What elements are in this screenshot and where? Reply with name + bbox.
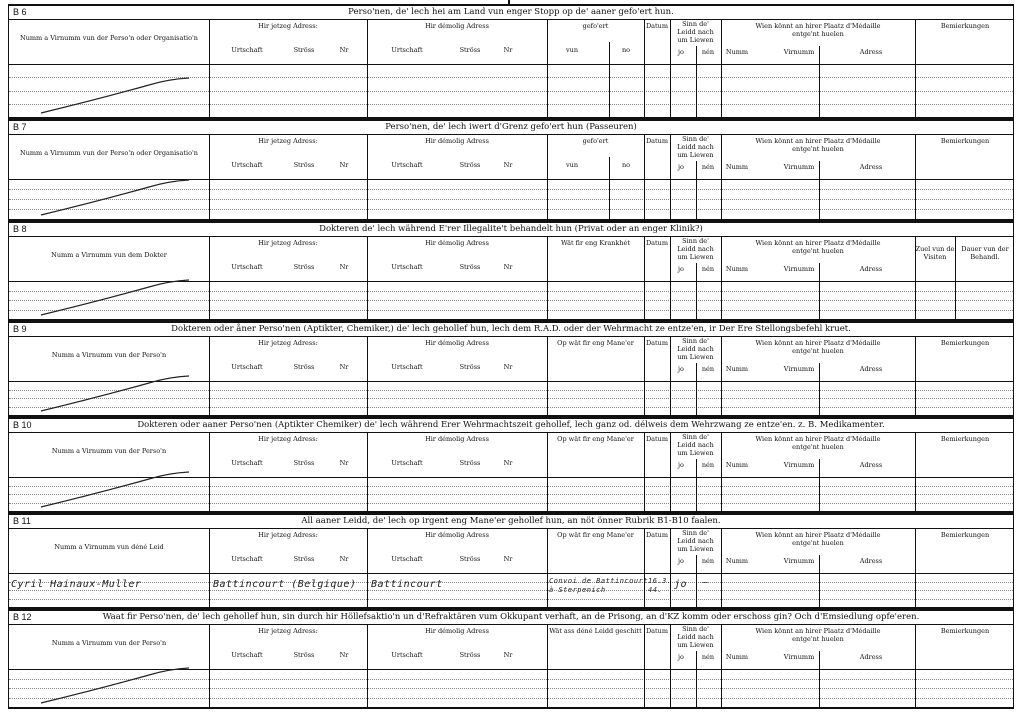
ortschaft-label: Urtschaft bbox=[231, 555, 263, 563]
medal-header-l1: Wien könnt an hirer Plaatz d'Médaille bbox=[755, 239, 881, 247]
column-divider bbox=[644, 624, 645, 707]
column-divider bbox=[209, 624, 210, 707]
stross-label: Ströss bbox=[459, 651, 481, 659]
alive-header-l1: Sinn de' bbox=[682, 237, 709, 245]
medal-adress-label: Adress bbox=[859, 163, 883, 171]
datum-header: Datum bbox=[645, 239, 669, 247]
alive-header-l1: Sinn de' bbox=[682, 433, 709, 441]
medal-divider bbox=[819, 363, 820, 415]
ortschaft-label: Urtschaft bbox=[391, 651, 423, 659]
from-to-divider bbox=[609, 157, 610, 219]
medal-adress-label: Adress bbox=[859, 265, 883, 273]
ortschaft-label: Urtschaft bbox=[391, 263, 423, 271]
nen-label: nén bbox=[701, 557, 715, 565]
col3-header: Wät ass déné Leidd geschitt bbox=[549, 627, 642, 635]
column-divider bbox=[367, 134, 368, 219]
section-header bbox=[9, 6, 1013, 20]
column-divider bbox=[915, 336, 916, 415]
medal-divider bbox=[819, 46, 820, 117]
jo-nen-divider bbox=[696, 46, 697, 117]
strike-stroke-path bbox=[41, 376, 189, 411]
name-column-header: Numm a Virnumm vun der Perso'n bbox=[51, 639, 167, 647]
stross-label: Ströss bbox=[459, 263, 481, 271]
datum-header: Datum bbox=[645, 339, 669, 347]
nen-label: nén bbox=[701, 163, 715, 171]
medal-adress-label: Adress bbox=[859, 48, 883, 56]
medal-numm-label: Numm bbox=[725, 557, 749, 565]
column-divider bbox=[644, 134, 645, 219]
alive-header-l2: Leidd nach bbox=[677, 537, 714, 545]
medal-divider bbox=[819, 161, 820, 219]
medal-header-l2: entge'nt huelen bbox=[792, 30, 844, 38]
stross-label: Ströss bbox=[459, 459, 481, 467]
column-divider bbox=[209, 236, 210, 319]
jo-nen-divider bbox=[696, 459, 697, 511]
column-divider bbox=[547, 528, 548, 607]
column-divider bbox=[915, 624, 916, 707]
stross-label: Ströss bbox=[293, 651, 315, 659]
column-divider bbox=[367, 624, 368, 707]
nr-label: Nr bbox=[339, 651, 349, 659]
strike-stroke bbox=[39, 179, 199, 219]
medal-adress-label: Adress bbox=[859, 461, 883, 469]
alive-header-l2: Leidd nach bbox=[677, 345, 714, 353]
column-divider bbox=[367, 236, 368, 319]
column-divider bbox=[644, 336, 645, 415]
former-address-header: Hir démolig Adress bbox=[425, 339, 489, 347]
section-title: Dokteren oder åner Perso'nen (Aptikter, Chemiker,) de' lech gehollef hun, lech dem R.A.D. oder der Wehrmacht ze entze'en, ir Der Ere Stellongsbefehl kruet. bbox=[171, 324, 851, 334]
column-divider bbox=[209, 528, 210, 607]
nr-label: Nr bbox=[339, 459, 349, 467]
section-b7 bbox=[8, 119, 1014, 221]
ortschaft-label: Urtschaft bbox=[231, 161, 263, 169]
column-divider bbox=[367, 19, 368, 117]
handwritten-date-l1: 16.3. bbox=[648, 577, 672, 585]
nr-label: Nr bbox=[339, 46, 349, 54]
ortschaft-label: Urtschaft bbox=[391, 363, 423, 371]
former-address-header: Hir démolig Adress bbox=[425, 137, 489, 145]
jo-nen-divider bbox=[696, 263, 697, 319]
nr-label: Nr bbox=[339, 263, 349, 271]
alive-header-l3: um Liewen bbox=[677, 449, 714, 457]
column-divider bbox=[547, 432, 548, 511]
ortschaft-label: Urtschaft bbox=[231, 459, 263, 467]
col3-header: Op wät fir eng Mane'er bbox=[557, 531, 634, 539]
remarks-header: Bemierkungen bbox=[940, 531, 990, 539]
from-label: vun bbox=[565, 46, 579, 54]
strike-stroke bbox=[39, 77, 199, 117]
medal-adress-label: Adress bbox=[859, 653, 883, 661]
nen-label: nén bbox=[701, 265, 715, 273]
from-label: vun bbox=[565, 161, 579, 169]
medal-virnumm-label: Virnumm bbox=[783, 265, 815, 273]
medal-virnumm-label: Virnumm bbox=[783, 557, 815, 565]
section-code: B 6 bbox=[13, 7, 27, 17]
name-column-header: Numm a Virnumm vun der Perso'n oder Organisatio'n bbox=[20, 149, 198, 157]
section-b8 bbox=[8, 221, 1014, 321]
strike-stroke bbox=[39, 279, 199, 319]
medal-virnumm-label: Virnumm bbox=[783, 48, 815, 56]
current-address-header: Hir jetzeg Adress: bbox=[258, 339, 318, 347]
ortschaft-label: Urtschaft bbox=[231, 46, 263, 54]
medal-header-l1: Wien könnt an hirer Plaatz d'Médaille bbox=[755, 435, 881, 443]
former-address-header: Hir démolig Adress bbox=[425, 627, 489, 635]
medal-header-l1: Wien könnt an hirer Plaatz d'Médaille bbox=[755, 627, 881, 635]
column-divider bbox=[644, 19, 645, 117]
datum-header: Datum bbox=[645, 531, 669, 539]
duration-header: Dauer vun der Behandl. bbox=[961, 245, 1009, 261]
strike-stroke-path bbox=[41, 180, 189, 215]
jo-label: jo bbox=[678, 163, 684, 171]
column-divider bbox=[915, 528, 916, 607]
medal-header-l1: Wien könnt an hirer Plaatz d'Médaille bbox=[755, 22, 881, 30]
col3-header: gefo'ert bbox=[582, 22, 609, 30]
col3-header: Wät fir eng Krankhét bbox=[560, 239, 631, 247]
medal-divider bbox=[819, 263, 820, 319]
strike-stroke bbox=[39, 667, 199, 707]
remarks-header: Bemierkungen bbox=[940, 627, 990, 635]
alive-header-l1: Sinn de' bbox=[682, 20, 709, 28]
medal-header-l2: entge'nt huelen bbox=[792, 539, 844, 547]
alive-header-l1: Sinn de' bbox=[682, 337, 709, 345]
column-divider bbox=[209, 19, 210, 117]
stross-label: Ströss bbox=[293, 555, 315, 563]
column-divider bbox=[367, 432, 368, 511]
nr-label: Nr bbox=[503, 459, 513, 467]
current-address-header: Hir jetzeg Adress: bbox=[258, 435, 318, 443]
stross-label: Ströss bbox=[459, 555, 481, 563]
section-b10 bbox=[8, 417, 1014, 513]
column-divider bbox=[915, 432, 916, 511]
datum-header: Datum bbox=[645, 435, 669, 443]
medal-header-l1: Wien könnt an hirer Plaatz d'Médaille bbox=[755, 339, 881, 347]
nr-label: Nr bbox=[503, 555, 513, 563]
nr-label: Nr bbox=[339, 555, 349, 563]
column-divider bbox=[547, 236, 548, 319]
current-address-header: Hir jetzeg Adress: bbox=[258, 531, 318, 539]
name-column-header: Numm a Virnumm vun der Perso'n bbox=[51, 447, 167, 455]
medal-header-l2: entge'nt huelen bbox=[792, 635, 844, 643]
handwritten-current-ortschaft: Battincourt (Belgique) bbox=[213, 579, 357, 590]
stross-label: Ströss bbox=[293, 459, 315, 467]
section-b6 bbox=[8, 4, 1014, 119]
alive-header-l3: um Liewen bbox=[677, 641, 714, 649]
medal-header-l2: entge'nt huelen bbox=[792, 145, 844, 153]
nr-label: Nr bbox=[503, 161, 513, 169]
section-title: Waat fir Perso'nen, de' lech gehollef hun, sin durch hir Höllefsaktio'n un d'Refraktären vum Okkupant verhaft, an de Prisong, an d'KZ komm oder erschoss gin? Och d'Emsiedlung opfe'eren. bbox=[102, 612, 920, 622]
handwritten-name: Cyril Hainaux-Muller bbox=[11, 579, 142, 590]
alive-header-l2: Leidd nach bbox=[677, 28, 714, 36]
nen-label: nén bbox=[701, 653, 715, 661]
medal-virnumm-label: Virnumm bbox=[783, 461, 815, 469]
handwritten-date-l2: 44. bbox=[648, 586, 663, 594]
medal-adress-label: Adress bbox=[859, 365, 883, 373]
former-address-header: Hir démolig Adress bbox=[425, 435, 489, 443]
current-address-header: Hir jetzeg Adress: bbox=[258, 627, 318, 635]
datum-header: Datum bbox=[645, 627, 669, 635]
ortschaft-label: Urtschaft bbox=[231, 263, 263, 271]
jo-label: jo bbox=[678, 48, 684, 56]
current-address-header: Hir jetzeg Adress: bbox=[258, 239, 318, 247]
jo-nen-divider bbox=[696, 555, 697, 607]
entry-row-line bbox=[9, 582, 1013, 583]
to-label: no bbox=[621, 46, 631, 54]
col3-header: gefo'ert bbox=[582, 137, 609, 145]
jo-label: jo bbox=[678, 557, 684, 565]
section-header bbox=[9, 611, 1013, 625]
alive-header-l3: um Liewen bbox=[677, 151, 714, 159]
jo-label: jo bbox=[678, 365, 684, 373]
medal-virnumm-label: Virnumm bbox=[783, 163, 815, 171]
section-title: Perso'nen, de' lech iwert d'Grenz gefo'ert hun (Passeuren) bbox=[385, 122, 637, 132]
section-header bbox=[9, 419, 1013, 433]
ortschaft-label: Urtschaft bbox=[391, 555, 423, 563]
entry-row-line bbox=[9, 599, 1013, 600]
column-divider bbox=[547, 134, 548, 219]
jo-nen-divider bbox=[696, 363, 697, 415]
nr-label: Nr bbox=[503, 46, 513, 54]
jo-label: jo bbox=[678, 653, 684, 661]
remarks-header: Bemierkungen bbox=[940, 137, 990, 145]
medal-numm-label: Numm bbox=[725, 48, 749, 56]
nr-label: Nr bbox=[503, 363, 513, 371]
alive-header-l2: Leidd nach bbox=[677, 441, 714, 449]
entry-row-line bbox=[9, 590, 1013, 591]
jo-nen-divider bbox=[696, 651, 697, 707]
medal-header-l2: entge'nt huelen bbox=[792, 347, 844, 355]
visits-header: Zuel vun de Visiten bbox=[915, 245, 955, 261]
col3-header: Op wät fir eng Mane'er bbox=[557, 435, 634, 443]
ortschaft-label: Urtschaft bbox=[391, 46, 423, 54]
section-b9 bbox=[8, 321, 1014, 417]
medal-numm-label: Numm bbox=[725, 461, 749, 469]
alive-header-l1: Sinn de' bbox=[682, 529, 709, 537]
name-column-header: Numm a Virnumm vun der Perso'n bbox=[51, 351, 167, 359]
section-title: Perso'nen, de' lech hei am Land vun enger Stopp op de' aaner gefo'ert hun. bbox=[348, 7, 674, 17]
section-code: B 9 bbox=[13, 324, 27, 334]
column-divider bbox=[547, 19, 548, 117]
stross-label: Ströss bbox=[459, 46, 481, 54]
column-divider bbox=[547, 624, 548, 707]
alive-header-l2: Leidd nach bbox=[677, 245, 714, 253]
medal-numm-label: Numm bbox=[725, 265, 749, 273]
alive-header-l3: um Liewen bbox=[677, 545, 714, 553]
former-address-header: Hir démolig Adress bbox=[425, 239, 489, 247]
section-header bbox=[9, 223, 1013, 237]
column-divider bbox=[915, 134, 916, 219]
stross-label: Ströss bbox=[293, 263, 315, 271]
medal-numm-label: Numm bbox=[725, 653, 749, 661]
datum-header: Datum bbox=[645, 22, 669, 30]
to-label: no bbox=[621, 161, 631, 169]
stross-label: Ströss bbox=[293, 161, 315, 169]
column-divider bbox=[644, 432, 645, 511]
medal-header-l1: Wien könnt an hirer Plaatz d'Médaille bbox=[755, 531, 881, 539]
column-header-bottom bbox=[9, 64, 1013, 65]
handwritten-alive-no: – bbox=[702, 577, 709, 588]
column-divider bbox=[209, 432, 210, 511]
handwritten-alive-yes: jo bbox=[674, 579, 688, 590]
name-column-header: Numm a Virnumm vun dem Dokter bbox=[51, 251, 167, 259]
section-code: B 8 bbox=[13, 224, 27, 234]
section-header bbox=[9, 121, 1013, 135]
medal-header-l2: entge'nt huelen bbox=[792, 443, 844, 451]
strike-stroke bbox=[39, 375, 199, 415]
section-title: Dokteren oder aaner Perso'nen (Aptikter Chemiker) de' lech während Erer Wehrmachtszeit gehollef, lech ganz od. délweis dem Wehrzwang ze entze'en. z. B. Medikamenter. bbox=[137, 420, 885, 430]
ortschaft-label: Urtschaft bbox=[231, 363, 263, 371]
current-address-header: Hir jetzeg Adress: bbox=[258, 137, 318, 145]
stross-label: Ströss bbox=[293, 46, 315, 54]
former-address-header: Hir démolig Adress bbox=[425, 531, 489, 539]
medal-adress-label: Adress bbox=[859, 557, 883, 565]
column-header-bottom bbox=[9, 573, 1013, 574]
column-divider bbox=[915, 19, 916, 117]
ortschaft-label: Urtschaft bbox=[231, 651, 263, 659]
remarks-header: Bemierkungen bbox=[940, 339, 990, 347]
medal-numm-label: Numm bbox=[725, 365, 749, 373]
alive-header-l3: um Liewen bbox=[677, 353, 714, 361]
medal-virnumm-label: Virnumm bbox=[783, 365, 815, 373]
alive-header-l1: Sinn de' bbox=[682, 625, 709, 633]
remarks-header: Bemierkungen bbox=[940, 22, 990, 30]
nr-label: Nr bbox=[503, 651, 513, 659]
nen-label: nén bbox=[701, 461, 715, 469]
remarks-header: Bemierkungen bbox=[940, 435, 990, 443]
section-header bbox=[9, 323, 1013, 337]
ortschaft-label: Urtschaft bbox=[391, 459, 423, 467]
section-b12 bbox=[8, 609, 1014, 709]
stross-label: Ströss bbox=[293, 363, 315, 371]
jo-nen-divider bbox=[696, 161, 697, 219]
medal-divider bbox=[819, 555, 820, 607]
nen-label: nén bbox=[701, 365, 715, 373]
strike-stroke-path bbox=[41, 78, 189, 113]
handwritten-manner-l2: à Sterpenich bbox=[549, 586, 606, 594]
nr-label: Nr bbox=[339, 363, 349, 371]
section-code: B 12 bbox=[13, 612, 32, 622]
column-divider bbox=[209, 134, 210, 219]
alive-header-l3: um Liewen bbox=[677, 253, 714, 261]
section-title: All aaner Leidd, de' lech op irgent eng Mane'er gehollef hun, an nöt önner Rubrik B1-B10 faalen. bbox=[301, 516, 721, 526]
stross-label: Ströss bbox=[459, 161, 481, 169]
alive-header-l2: Leidd nach bbox=[677, 633, 714, 641]
column-divider bbox=[644, 528, 645, 607]
section-code: B 10 bbox=[13, 420, 32, 430]
current-address-header: Hir jetzeg Adress: bbox=[258, 22, 318, 30]
strike-stroke-path bbox=[41, 472, 189, 507]
medal-divider bbox=[819, 651, 820, 707]
medal-header-l1: Wien könnt an hirer Plaatz d'Médaille bbox=[755, 137, 881, 145]
col3-header: Op wät fir eng Mane'er bbox=[557, 339, 634, 347]
from-to-divider bbox=[609, 42, 610, 117]
alive-header-l3: um Liewen bbox=[677, 36, 714, 44]
ortschaft-label: Urtschaft bbox=[391, 161, 423, 169]
section-code: B 7 bbox=[13, 122, 27, 132]
section-header bbox=[9, 515, 1013, 529]
strike-stroke-path bbox=[41, 280, 189, 315]
strike-stroke bbox=[39, 471, 199, 511]
column-divider bbox=[644, 236, 645, 319]
alive-header-l2: Leidd nach bbox=[677, 143, 714, 151]
handwritten-manner-l1: Convoi de Battincourt bbox=[549, 577, 649, 585]
medal-numm-label: Numm bbox=[725, 163, 749, 171]
section-b11 bbox=[8, 513, 1014, 609]
alive-header-l1: Sinn de' bbox=[682, 135, 709, 143]
strike-stroke-path bbox=[41, 668, 189, 703]
jo-label: jo bbox=[678, 461, 684, 469]
handwritten-former-ortschaft: Battincourt bbox=[371, 579, 443, 590]
medal-header-l2: entge'nt huelen bbox=[792, 247, 844, 255]
section-title: Dokteren de' lech während E'rer Illegalite't behandelt hun (Privat oder an enger Klinik?) bbox=[319, 224, 703, 234]
column-divider bbox=[367, 336, 368, 415]
medal-virnumm-label: Virnumm bbox=[783, 653, 815, 661]
datum-header: Datum bbox=[645, 137, 669, 145]
nen-label: nén bbox=[701, 48, 715, 56]
section-code: B 11 bbox=[13, 516, 31, 526]
column-divider bbox=[367, 528, 368, 607]
name-column-header: Numm a Virnumm vun der Perso'n oder Organisatio'n bbox=[20, 34, 198, 42]
nr-label: Nr bbox=[503, 263, 513, 271]
stross-label: Ströss bbox=[459, 363, 481, 371]
column-divider bbox=[209, 336, 210, 415]
former-address-header: Hir démolig Adress bbox=[425, 22, 489, 30]
name-column-header: Numm a Virnumm vun déné Leid bbox=[54, 543, 164, 551]
column-divider bbox=[547, 336, 548, 415]
nr-label: Nr bbox=[339, 161, 349, 169]
medal-divider bbox=[819, 459, 820, 511]
jo-label: jo bbox=[678, 265, 684, 273]
